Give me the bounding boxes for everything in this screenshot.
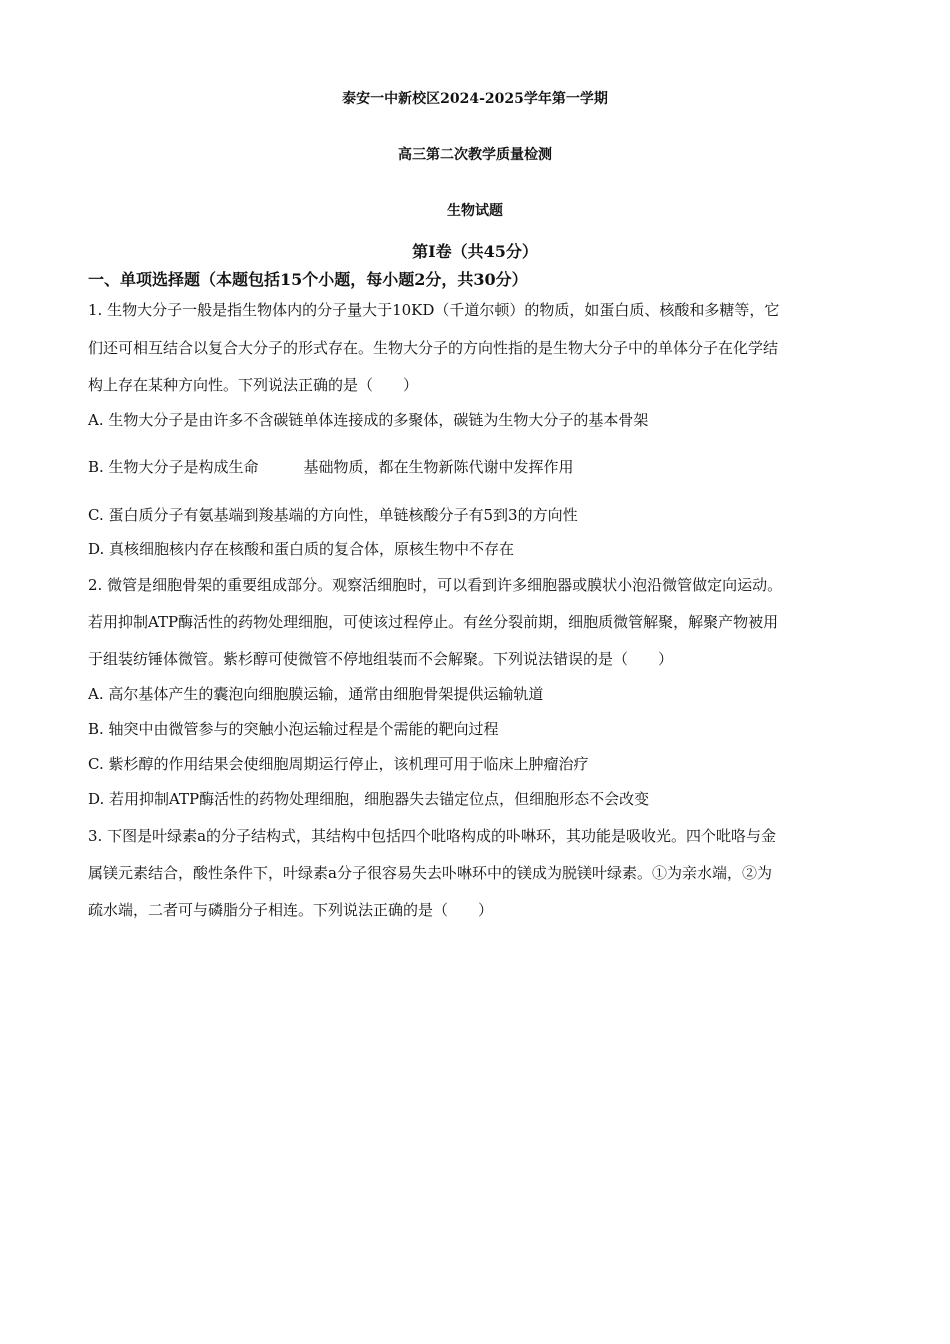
q1-option-c: C. 蛋白质分子有氨基端到羧基端的方向性，单链核酸分子有5到3的方向性 [88, 506, 578, 524]
exam-title-subject: 生物试题 [447, 203, 503, 219]
q1-stem-line: 们还可相互结合以复合大分子的形式存在。生物大分子的方向性指的是生物大分子中的单体分子在化学结 [88, 339, 779, 357]
q3-stem-line: 疏水端，二者可与磷脂分子相连。下列说法正确的是（ ） [88, 901, 494, 919]
q1-option-a: A. 生物大分子是由许多不含碳链单体连接成的多聚体，碳链为生物大分子的基本骨架 [88, 411, 649, 429]
q3-stem-line: 3. 下图是叶绿素a的分子结构式，其结构中包括四个吡咯构成的卟啉环，其功能是吸收光。四个吡咯与金 [88, 827, 777, 845]
q3-stem-line: 属镁元素结合，酸性条件下，叶绿素a分子很容易失去卟啉环中的镁成为脱镁叶绿素。①为亲水端，②为 [88, 864, 772, 882]
q2-stem-line: 若用抑制ATP酶活性的药物处理细胞，可使该过程停止。有丝分裂前期，细胞质微管解聚，解聚产物被用 [88, 613, 779, 631]
q2-stem-line: 2. 微管是细胞骨架的重要组成部分。观察活细胞时，可以看到许多细胞器或膜状小泡沿微管做定向运动。 [88, 576, 783, 594]
q1-stem-line: 1. 生物大分子一般是指生物体内的分子量大于10KD（千道尔顿）的物质，如蛋白质、核酸和多糖等，它 [88, 301, 780, 319]
q1-option-d: D. 真核细胞核内存在核酸和蛋白质的复合体，原核生物中不存在 [88, 540, 515, 558]
q2-option-d: D. 若用抑制ATP酶活性的药物处理细胞，细胞器失去锚定位点，但细胞形态不会改变 [88, 790, 650, 808]
q2-option-b: B. 轴突中由微管参与的突触小泡运输过程是个需能的靶向过程 [88, 720, 499, 738]
section-heading: 一、单项选择题（本题包括15个小题，每小题2分，共30分） [88, 270, 528, 289]
q2-option-a: A. 高尔基体产生的囊泡向细胞膜运输，通常由细胞骨架提供运输轨道 [88, 685, 544, 703]
exam-title-school: 泰安一中新校区2024-2025学年第一学期 [342, 91, 608, 107]
q1-option-b: B. 生物大分子是构成生命 基础物质，都在生物新陈代谢中发挥作用 [88, 458, 574, 476]
volume-heading: 第Ⅰ卷（共45分） [412, 242, 538, 261]
q2-stem-line: 于组装纺锤体微管。紫杉醇可使微管不停地组装而不会解聚。下列说法错误的是（ ） [88, 650, 674, 668]
q2-option-c: C. 紫杉醇的作用结果会使细胞周期运行停止，该机理可用于临床上肿瘤治疗 [88, 755, 589, 773]
exam-title-exam: 高三第二次教学质量检测 [398, 147, 552, 163]
q1-stem-line: 构上存在某种方向性。下列说法正确的是（ ） [88, 376, 419, 394]
